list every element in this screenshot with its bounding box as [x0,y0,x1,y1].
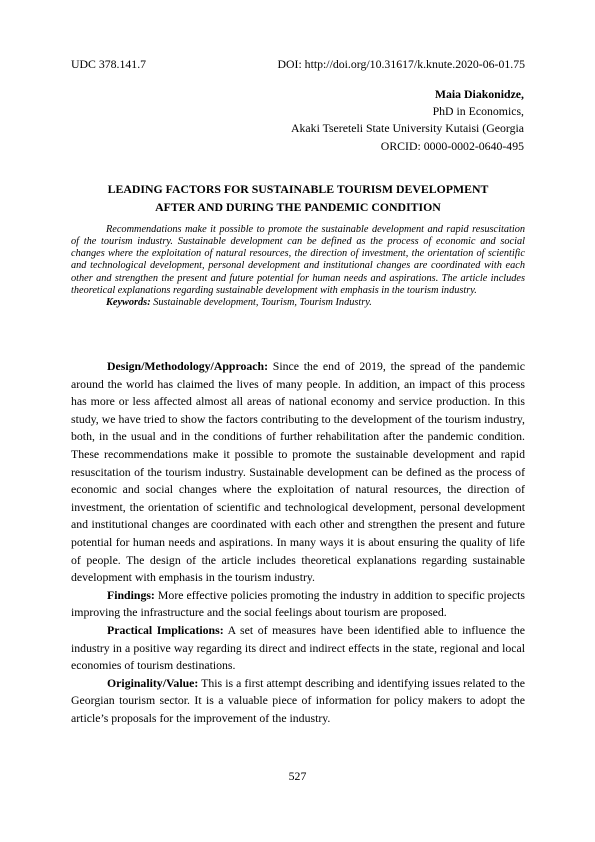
keywords-label: Keywords: [106,296,151,308]
findings-text: More effective policies promoting the industry in addition to specific projects improving the infrastructure and the social feelings about tourism are proposed. [71,587,525,620]
author-block [124,86,524,155]
originality-paragraph [71,675,525,728]
design-label: Design/Methodology/Approach: [107,359,269,373]
title-line-1: LEADING FACTORS FOR SUSTAINABLE TOURISM DEVELOPMENT [107,182,489,196]
paper-title [71,180,525,216]
author-name: Maia Diakonidze, [434,87,524,101]
practical-label: Practical Implications: [107,622,224,637]
structured-summary [71,358,525,727]
author-orcid: ORCID: 0000-0002-0640-495 [380,138,524,153]
design-paragraph [71,358,525,587]
practical-text: A set of measures have been identified able to influence the industry in a positive way regarding its direct and indirect effects in the state, regional and local economies of tourism destinations. [71,622,525,673]
author-affiliation: Akaki Tsereteli State University Kutaisi (Georgia [291,121,524,136]
abstract-text: Recommendations make it possible to promote the sustainable development and rapid resuscitation of the tourism industry. Sustainable development can be defined as the process of economic and social changes where the exploitation of natural resources, the direction of investment, the orientation of scientific and technological development, personal development and institutional changes are coordinated with each other and strengthen the present and future potential for human needs and aspirations. The article includes theoretical explanations regarding sustainable development with emphasis in the tourism industry. [71,224,525,296]
title-line-2: AFTER AND DURING THE PANDEMIC CONDITION [155,200,441,214]
findings-paragraph [71,587,525,622]
keywords-line [71,297,525,309]
doi-link[interactable]: DOI: http://doi.org/10.31617/k.knute.2020-06-01.75 [277,57,525,71]
practical-paragraph [71,622,525,675]
findings-label: Findings: [107,587,155,602]
author-degree: PhD in Economics, [432,104,524,119]
design-text: Since the end of 2019, the spread of the pandemic around the world has claimed the lives of many people. In addition, an impact of this process has more or less affected almost all areas of national economy and service production. In this study, we have tried to show the factors contributing to the development of the tourism industry, both, in the usual and in the conditions of further rehabilitation after the pandemic condition. These recommendations make it possible to promote the sustainable development and rapid resuscitation of the tourism industry. Sustainable development can be defined as the process of economic and social changes where the exploitation of natural resources, the direction of investment, the orientation of scientific and technological development, personal development and institutional changes are coordinated with each other and strengthen the present and future potential for human needs and aspirations. In many ways it is about ensuring the quality of life of people. The design of the article includes theoretical explanations regarding sustainable development with emphasis in the tourism industry. [71,359,525,585]
header [71,57,525,71]
originality-label: Originality/Value: [107,675,199,690]
udc-code: UDC 378.141.7 [71,57,147,71]
page-number: 527 [288,769,307,783]
originality-text: This is a first attempt describing and identifying issues related to the Georgian tourism sector. It is a valuable piece of information for policy makers to adopt the article’s proposals for the improvement of the industry. [71,675,525,725]
abstract [71,224,525,309]
keywords-text: Sustainable development, Tourism, Tourism Industry. [150,296,372,308]
